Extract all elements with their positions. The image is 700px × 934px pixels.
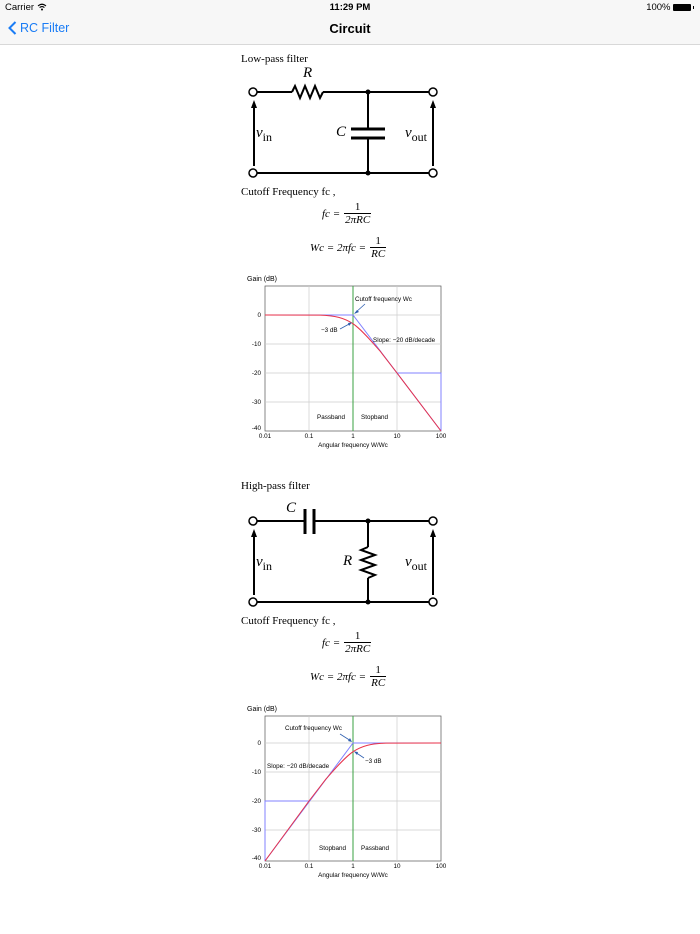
numerator: 1 (354, 201, 361, 213)
denominator: RC (371, 677, 386, 689)
denominator: RC (371, 248, 386, 260)
lowpass-bode-chart (240, 270, 455, 450)
lowpass-formula-wc (310, 235, 386, 260)
capacitor-label: C (286, 500, 297, 516)
svg-text:Angular frequency W/Wc: Angular frequency W/Wc (318, 442, 388, 449)
svg-text:10: 10 (393, 863, 401, 870)
numerator: 1 (375, 235, 381, 247)
terminal-icon (249, 88, 257, 96)
vout-label (405, 125, 427, 145)
resistor-label: R (303, 65, 313, 81)
arrow-icon (251, 100, 257, 108)
vout-subscript: out (411, 130, 428, 144)
svg-text:Passband: Passband (361, 845, 390, 852)
svg-text:-10: -10 (251, 769, 261, 776)
svg-text:-40: -40 (251, 425, 261, 432)
vin-symbol: v (256, 554, 263, 570)
svg-text:Passband: Passband (317, 414, 346, 421)
formula-lhs: fc = (322, 636, 341, 649)
lowpass-cutoff-label: Cutoff Frequency fc , (241, 186, 336, 198)
denominator: 2πRC (345, 214, 371, 226)
svg-text:0: 0 (257, 740, 261, 747)
svg-text:1: 1 (351, 863, 355, 870)
highpass-cutoff-label: Cutoff Frequency fc , (241, 615, 336, 627)
svg-text:0.1: 0.1 (304, 433, 314, 440)
chart-ylabel: Gain (dB) (247, 276, 277, 283)
battery-percent: 100% (646, 2, 671, 13)
formula-lhs: Wc = 2πfc = (310, 241, 367, 254)
highpass-bode-chart (240, 700, 455, 880)
formula-lhs: Wc = 2πfc = (310, 670, 367, 683)
svg-text:0.01: 0.01 (258, 433, 272, 440)
svg-text:-20: -20 (251, 370, 261, 377)
svg-text:-30: -30 (251, 827, 261, 834)
clock: 11:29 PM (329, 2, 371, 13)
highpass-title: High-pass filter (241, 480, 310, 492)
vin-label (256, 125, 272, 145)
battery-indicator (646, 2, 694, 13)
svg-text:Slope: −20 dB/decade: Slope: −20 dB/decade (267, 763, 330, 770)
navigation-bar (0, 15, 700, 45)
vout-symbol: v (405, 125, 412, 141)
svg-text:Stopband: Stopband (319, 845, 346, 852)
svg-text:100: 100 (435, 433, 447, 440)
vin-symbol: v (256, 125, 263, 141)
svg-text:-30: -30 (251, 399, 261, 406)
vin-label (256, 554, 272, 574)
carrier-text: Carrier (5, 2, 35, 13)
numerator: 1 (354, 630, 361, 642)
svg-text:Gain (dB): Gain (dB) (247, 706, 277, 713)
page-title: Circuit (329, 21, 371, 36)
svg-text:-20: -20 (251, 798, 261, 805)
formula-lhs: fc = (322, 207, 341, 220)
svg-text:-40: -40 (251, 855, 261, 862)
vout-subscript: out (411, 559, 428, 573)
vout-label (405, 554, 427, 574)
fraction (344, 201, 371, 226)
svg-text:Cutoff frequency Wc: Cutoff frequency Wc (355, 296, 412, 303)
numerator: 1 (375, 664, 381, 676)
svg-text:−3 dB: −3 dB (365, 758, 382, 765)
svg-text:100: 100 (435, 863, 447, 870)
lowpass-title: Low-pass filter (241, 53, 308, 65)
svg-text:Slope: −20 dB/decade: Slope: −20 dB/decade (373, 337, 436, 344)
resistor-label: R (343, 553, 353, 569)
battery-tip (693, 6, 695, 9)
svg-text:10: 10 (393, 433, 401, 440)
battery-icon (673, 4, 691, 11)
vout-symbol: v (405, 554, 412, 570)
svg-text:−3 dB: −3 dB (321, 327, 338, 334)
vin-subscript: in (262, 559, 273, 573)
svg-text:-10: -10 (251, 341, 261, 348)
fraction (370, 664, 386, 689)
svg-text:Angular frequency W/Wc: Angular frequency W/Wc (318, 872, 388, 879)
capacitor-label: C (336, 124, 347, 140)
svg-text:Stopband: Stopband (361, 414, 388, 421)
svg-text:0: 0 (257, 312, 261, 319)
status-bar (0, 0, 700, 15)
highpass-formula-fc (322, 630, 371, 655)
svg-text:0.01: 0.01 (258, 863, 272, 870)
denominator: 2πRC (345, 643, 371, 655)
back-label: RC Filter (20, 21, 70, 35)
highpass-formula-wc (310, 664, 386, 689)
svg-text:1: 1 (351, 433, 355, 440)
fraction (370, 235, 386, 260)
vin-subscript: in (262, 130, 273, 144)
fraction (344, 630, 371, 655)
svg-text:0.1: 0.1 (304, 863, 314, 870)
lowpass-formula-fc (322, 201, 371, 226)
svg-text:Cutoff frequency Wc: Cutoff frequency Wc (285, 725, 342, 732)
